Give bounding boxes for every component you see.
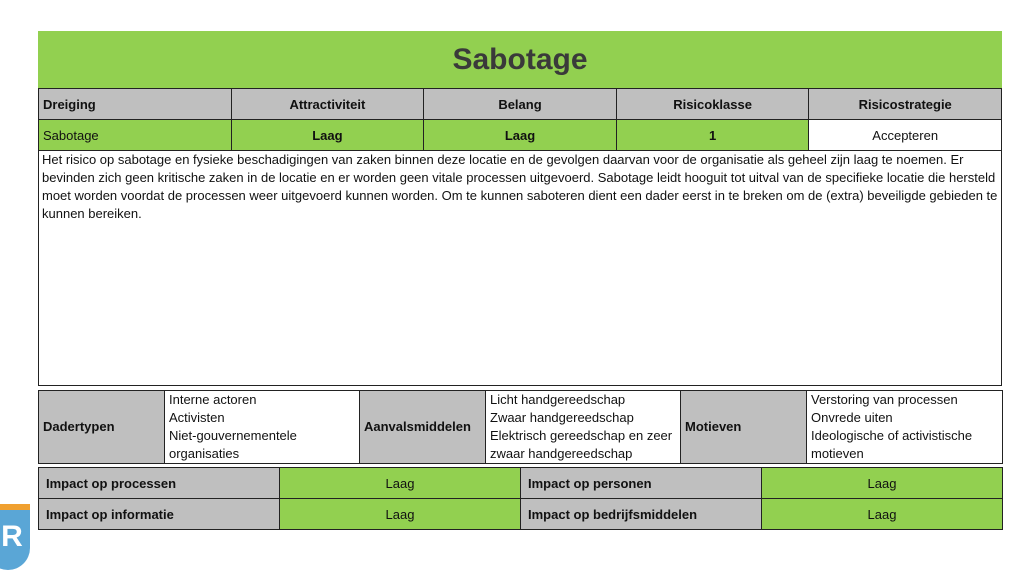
impact-informatie-value: Laag: [280, 499, 521, 530]
header-dreiging: Dreiging: [39, 89, 232, 120]
list-item: Activisten: [169, 410, 225, 425]
header-risicostrategie: Risicostrategie: [809, 89, 1002, 120]
impact-personen-value: Laag: [762, 468, 1003, 499]
list-item: Elektrisch gereedschap en zeer: [490, 428, 673, 443]
list-item: organisaties: [169, 446, 240, 461]
list-item: Licht handgereedschap: [490, 392, 626, 407]
header-belang: Belang: [424, 89, 617, 120]
header-risicoklasse: Risicoklasse: [616, 89, 809, 120]
impact-bedrijfsmiddelen-label: Impact op bedrijfsmiddelen: [521, 499, 762, 530]
impact-table: [38, 467, 1003, 530]
list-item: Interne actoren: [169, 392, 257, 407]
list-item: Zwaar handgereedschap: [490, 410, 634, 425]
impact-bedrijfsmiddelen-value: Laag: [762, 499, 1003, 530]
aanvalsmiddelen-list: [486, 391, 681, 464]
list-item: zwaar handgereedschap: [490, 446, 633, 461]
dadertypen-label: Dadertypen: [39, 391, 165, 464]
list-item: Verstoring van processen: [811, 392, 958, 407]
list-item: Onvrede uiten: [811, 410, 893, 425]
impact-processen-value: Laag: [280, 468, 521, 499]
header-attractiviteit: Attractiviteit: [231, 89, 424, 120]
value-attractiviteit: Laag: [231, 120, 424, 151]
impact-personen-label: Impact op personen: [521, 468, 762, 499]
page-title: Sabotage: [452, 42, 588, 76]
title-bar: [38, 31, 1002, 88]
dadertypen-list: [165, 391, 360, 464]
motieven-list: [807, 391, 1003, 464]
list-item: motieven: [811, 446, 864, 461]
value-belang: Laag: [424, 120, 617, 151]
attributes-table: [38, 390, 1003, 464]
value-risicoklasse: 1: [616, 120, 809, 151]
logo-letter: R: [1, 520, 23, 553]
list-item: Ideologische of activistische: [811, 428, 973, 443]
aanvalsmiddelen-label: Aanvalsmiddelen: [360, 391, 486, 464]
impact-informatie-label: Impact op informatie: [39, 499, 280, 530]
value-dreiging: Sabotage: [39, 120, 232, 151]
motieven-label: Motieven: [681, 391, 807, 464]
brand-logo: [0, 504, 30, 570]
risk-table: [38, 88, 1002, 151]
impact-processen-label: Impact op processen: [39, 468, 280, 499]
logo-accent: [0, 504, 30, 510]
description-text: Het risico op sabotage en fysieke beschadigingen van zaken binnen deze locatie en de gevolgen daarvan voor de organisatie als geheel zijn laag te noemen. Er bevinden zich geen kritische zaken in de locatie en er worden geen vitale processen uitgevoerd. Sabotage leidt hooguit tot uitval van de specifieke locatie die hersteld moet worden voordat de processen weer uitgevoerd kunnen worden. Om te kunnen saboteren dient een dader eerst in te breken om de (extra) beveiligde gebieden te kunnen bereiken.: [38, 150, 1002, 386]
list-item: Niet-gouvernementele: [169, 428, 297, 443]
value-risicostrategie: Accepteren: [809, 120, 1002, 151]
